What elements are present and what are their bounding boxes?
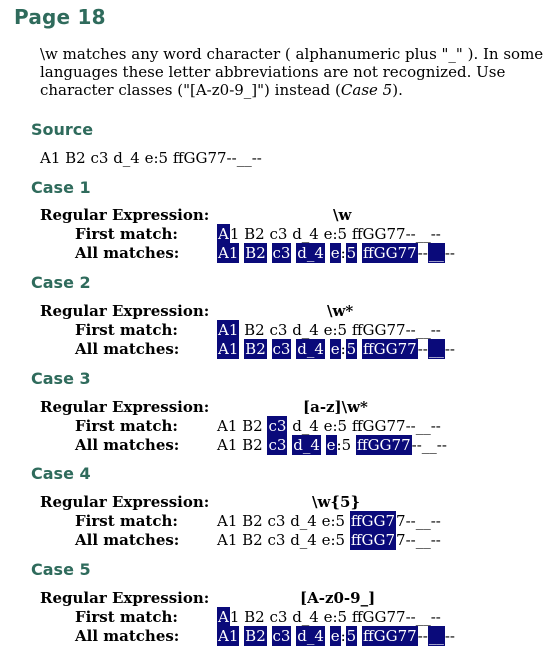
unmatched-text: d_4 e:5 ffGG77--__--	[287, 417, 441, 435]
case-4-regex: \w{5}	[312, 493, 361, 511]
highlighted-match: ffGG77	[362, 340, 417, 358]
unmatched-text: 7--__--	[396, 531, 441, 549]
case-5-first-label: First match:	[75, 608, 178, 626]
highlighted-match: d_4	[297, 627, 324, 645]
unmatched-text: A1 B2	[217, 417, 268, 435]
case-1-first-label: First match:	[75, 225, 178, 243]
unmatched-text	[267, 244, 272, 262]
highlighted-match: A1	[218, 244, 239, 262]
case-2-first-label: First match:	[75, 321, 178, 339]
unmatched-text: --	[417, 340, 428, 358]
case-1-regex-label: Regular Expression:	[40, 206, 210, 224]
highlighted-match: c3	[268, 436, 287, 454]
case-4-heading: Case 4	[31, 464, 91, 483]
case-1-regex: \w	[333, 206, 352, 224]
unmatched-text	[325, 244, 330, 262]
case-2-heading: Case 2	[31, 273, 91, 292]
unmatched-text: :	[340, 340, 346, 358]
unmatched-text	[267, 340, 272, 358]
case-3-regex-label: Regular Expression:	[40, 398, 210, 416]
case-4-first-label: First match:	[75, 512, 178, 530]
highlighted-match: 5	[346, 244, 357, 262]
highlighted-match: B2	[245, 340, 266, 358]
case-3-regex: [a-z]\w*	[303, 398, 368, 416]
case-3-all-label: All matches:	[75, 436, 180, 454]
unmatched-text: --	[417, 244, 428, 262]
highlighted-match: ffGG7	[350, 512, 396, 530]
intro-text: \w matches any word character ( alphanumeric plus "_" ). In some languages these letter abbreviations are not recognized. Use character classes ("[A-z0-9_]") instead (	[40, 45, 544, 99]
highlighted-match: A1	[218, 321, 239, 339]
case-1-heading: Case 1	[31, 178, 91, 197]
case-4-regex-label: Regular Expression:	[40, 493, 210, 511]
highlighted-match: __	[428, 340, 444, 358]
case-2-first-match	[217, 321, 441, 339]
case-1-all-matches	[217, 244, 455, 262]
highlighted-match: ffGG77	[362, 627, 417, 645]
case-3-first-match	[217, 417, 441, 435]
highlighted-match: ffGG7	[350, 531, 396, 549]
unmatched-text: --	[444, 244, 455, 262]
case-5-regex: [A-z0-9_]	[300, 589, 376, 607]
unmatched-text: 1 B2 c3 d_4 e:5 ffGG77--__--	[229, 225, 441, 243]
unmatched-text: --__--	[411, 436, 447, 454]
unmatched-text: B2 c3 d_4 e:5 ffGG77--__--	[239, 321, 441, 339]
case-4-all-label: All matches:	[75, 531, 180, 549]
intro-paragraph	[40, 45, 545, 99]
case-1-first-match	[217, 225, 441, 243]
highlighted-match: ffGG77	[362, 244, 417, 262]
highlighted-match: e	[330, 627, 340, 645]
highlighted-match: d_4	[297, 340, 324, 358]
highlighted-match: e	[326, 436, 336, 454]
highlighted-match: B2	[245, 627, 266, 645]
unmatched-text	[267, 627, 272, 645]
highlighted-match: __	[428, 244, 444, 262]
case-4-all-matches	[217, 531, 441, 549]
case-5-all-label: All matches:	[75, 627, 180, 645]
case-3-heading: Case 3	[31, 369, 91, 388]
highlighted-match: e	[330, 244, 340, 262]
case-5-all-matches	[217, 627, 455, 645]
highlighted-match: __	[428, 627, 444, 645]
case-4-first-match	[217, 512, 441, 530]
case-2-all-label: All matches:	[75, 340, 180, 358]
intro-case-reference: Case 5	[340, 81, 393, 99]
intro-end: ).	[392, 81, 403, 99]
unmatched-text: 1 B2 c3 d_4 e:5 ffGG77--__--	[229, 608, 441, 626]
source-heading: Source	[31, 120, 94, 139]
unmatched-text	[325, 627, 330, 645]
highlighted-match: A	[218, 608, 229, 626]
unmatched-text: :	[340, 627, 346, 645]
case-5-first-match	[217, 608, 441, 626]
highlighted-match: c3	[272, 627, 291, 645]
page-title: Page 18	[14, 5, 106, 29]
highlighted-match: A	[218, 225, 229, 243]
highlighted-match: d_4	[293, 436, 320, 454]
highlighted-match: d_4	[297, 244, 324, 262]
highlighted-match: A1	[218, 627, 239, 645]
highlighted-match: 5	[346, 627, 357, 645]
case-5-heading: Case 5	[31, 560, 91, 579]
highlighted-match: B2	[245, 244, 266, 262]
highlighted-match: c3	[272, 244, 291, 262]
highlighted-match: e	[330, 340, 340, 358]
unmatched-text: --	[444, 627, 455, 645]
case-1-all-label: All matches:	[75, 244, 180, 262]
case-5-regex-label: Regular Expression:	[40, 589, 210, 607]
unmatched-text: 7--__--	[396, 512, 441, 530]
case-3-first-label: First match:	[75, 417, 178, 435]
case-3-all-matches	[217, 436, 447, 454]
unmatched-text: A1 B2	[217, 436, 268, 454]
unmatched-text: --	[417, 627, 428, 645]
unmatched-text	[325, 340, 330, 358]
unmatched-text: :5	[336, 436, 356, 454]
case-2-regex: \w*	[327, 302, 354, 320]
source-text: A1 B2 c3 d_4 e:5 ffGG77--__--	[40, 149, 262, 167]
case-2-all-matches	[217, 340, 455, 358]
highlighted-match: c3	[272, 340, 291, 358]
highlighted-match: 5	[346, 340, 357, 358]
highlighted-match: A1	[218, 340, 239, 358]
unmatched-text: :	[340, 244, 346, 262]
case-2-regex-label: Regular Expression:	[40, 302, 210, 320]
unmatched-text: A1 B2 c3 d_4 e:5	[217, 531, 350, 549]
highlighted-match: c3	[268, 417, 287, 435]
unmatched-text	[321, 436, 326, 454]
highlighted-match: ffGG77	[356, 436, 411, 454]
unmatched-text: A1 B2 c3 d_4 e:5	[217, 512, 350, 530]
unmatched-text: --	[444, 340, 455, 358]
